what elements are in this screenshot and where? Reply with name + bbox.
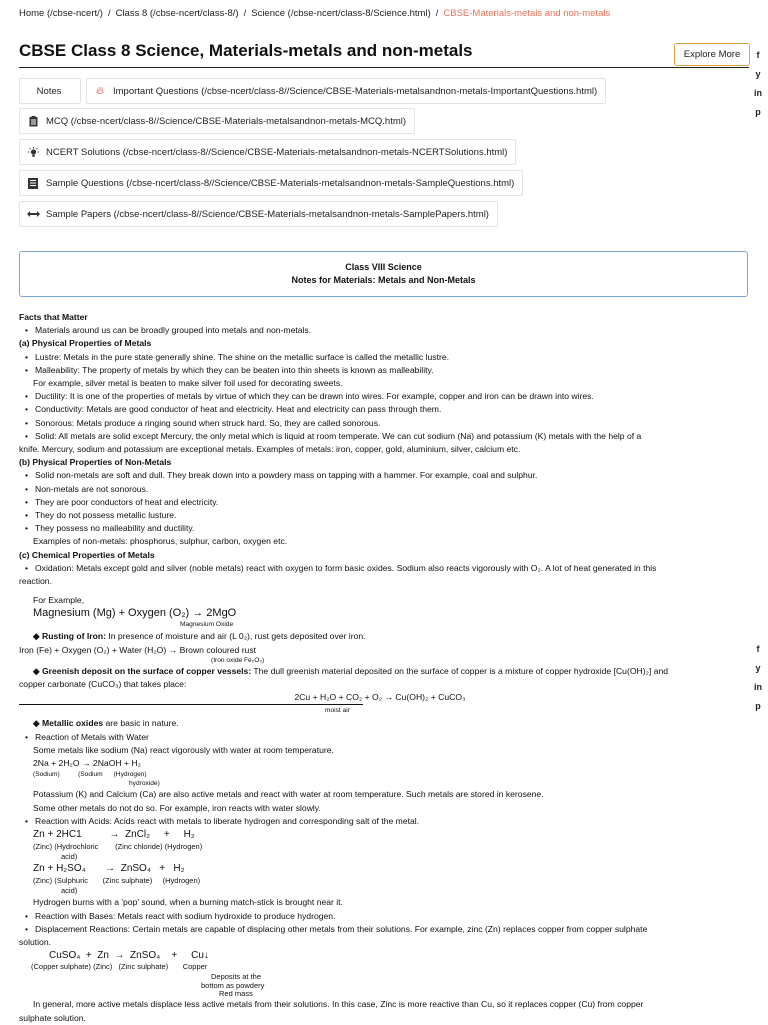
notes-header-box (19, 251, 748, 297)
equation: Magnesium (Mg) + Oxygen (O₂) → 2MgO (33, 607, 237, 620)
equation-label: acid) (61, 886, 78, 896)
equation-label: Magnesium Oxide (180, 621, 234, 629)
list-item: • Reaction of Metals with Water (19, 731, 731, 744)
linkedin-icon[interactable]: in (754, 682, 762, 692)
breadcrumb-class-link[interactable]: Class 8 (/cbse-ncert/class-8/) (115, 8, 239, 19)
paragraph: knife. Mercury, sodium and potassium are exceptional metals. Examples of metals: iron, copper, gold, aluminium, silver, calcium etc. (19, 444, 521, 455)
green-heading: ◆ Greenish deposit on the surface of copper vessels: (33, 665, 252, 676)
tab-mcq-label: MCQ (/cbse-ncert/class-8//Science/CBSE-Materials-metalsandnon-metals-MCQ.html) (46, 115, 407, 127)
equation: Zn + 2HC1 → ZnCl₂ + H₂ (33, 828, 195, 840)
equation: Zn + H₂SO₄ → ZnSO₄ + H₂ (33, 863, 185, 875)
paragraph: Some other metals do not do so. For example, iron reacts with water slowly. (33, 802, 321, 813)
tab-ncert-solutions[interactable] (19, 139, 516, 165)
clipboard-icon (26, 116, 40, 127)
class-heading: Class VIII Science (345, 262, 422, 272)
tab-notes-label: Notes (36, 85, 62, 97)
social-share-top (751, 51, 765, 117)
paragraph: Examples of non-metals: phosphorus, sulphur, carbon, oxygen etc. (33, 536, 288, 547)
equation-label (19, 704, 363, 717)
moist-air-label: moist air (325, 707, 350, 715)
equation-label: (Copper sulphate) (Zinc) (Zinc sulphate) Copper (31, 962, 208, 972)
pinterest-icon[interactable]: p (755, 107, 761, 117)
list-item: • Displacement Reactions: Certain metals are capable of displacing other metals from their solutions. For example, zinc (Zn) replaces copper from copper sulphate (19, 923, 731, 936)
tab-sample-papers-label: Sample Papers (/cbse-ncert/class-8//Science/CBSE-Materials-metalsandnon-metals-SamplePapers.html) (46, 208, 489, 220)
breadcrumb (19, 8, 610, 19)
facebook-icon[interactable]: f (756, 644, 760, 654)
breadcrumb-science-link[interactable]: Science (/cbse-ncert/class-8/Science.html) (251, 8, 431, 19)
tab-mcq[interactable] (19, 108, 415, 134)
section-heading: (b) Physical Properties of Non-Metals (19, 457, 172, 468)
list-item: • They do not possess metallic lusture. (19, 509, 731, 522)
equation: Iron (Fe) + Oxygen (O₂) + Water (H₂O) → Brown coloured rust (19, 644, 257, 655)
equation-label: Deposits at the (211, 972, 262, 982)
rust-heading: ◆ Rusting of Iron: (33, 631, 106, 642)
tab-notes[interactable] (19, 78, 81, 104)
green-text: The dull greenish material deposited on the surface of copper is a mixture of copper hydroxide [Cu(OH)₂] and (251, 665, 669, 676)
list-item: • Lustre: Metals in the pure state generally shine. The shine on the metallic surface is called the metallic lustre. (19, 351, 731, 364)
tab-sample-questions[interactable] (19, 170, 523, 196)
list-item: • Materials around us can be broadly grouped into metals and non-metals. (19, 324, 731, 337)
list-item: • Solid non-metals are soft and dull. They break down into a powdery mass on tapping with a hammer. For example, coal and sulphur. (19, 469, 731, 482)
equation-label: (Sodium) (Sodium (Hydrogen) (33, 771, 147, 779)
paragraph: Hydrogen burns with a 'pop' sound, when a burning match-stick is brought near it. (33, 897, 343, 908)
section-heading: (c) Chemical Properties of Metals (19, 549, 155, 560)
breadcrumb-home-link[interactable]: Home (/cbse-ncert/) (19, 8, 103, 19)
fire-icon: 🔥︎ (95, 84, 105, 97)
list-item: • They possess no malleability and ductility. (19, 522, 731, 535)
paragraph (19, 630, 731, 643)
equation-label: hydroxide) (129, 780, 160, 788)
equation: CuSO₄ + Zn → ZnSO₄ + Cu↓ (49, 950, 209, 962)
tab-sample-questions-label: Sample Questions (/cbse-ncert/class-8//Science/CBSE-Materials-metalsandnon-metals-SampleQuestions.html) (46, 177, 515, 189)
tab-important-label: Important Questions (/cbse-ncert/class-8//Science/CBSE-Materials-metalsandnon-metals-ImportantQuestions.html) (113, 85, 598, 97)
paragraph: reaction. (19, 576, 52, 587)
section-heading: (a) Physical Properties of Metals (19, 338, 152, 349)
list-item: • Non-metals are not sonorous. (19, 483, 731, 496)
tab-ncert-label: NCERT Solutions (/cbse-ncert/class-8//Science/CBSE-Materials-metalsandnon-metals-NCERTSolutions.html) (46, 146, 508, 158)
tab-important-questions[interactable] (86, 78, 606, 104)
list-item: • Oxidation: Metals except gold and silver (noble metals) react with oxygen to form basic oxides. Sodium also reacts vigorously with O₂. A lot of heat generated in this (19, 562, 731, 575)
explore-more-button[interactable]: Explore More (674, 43, 750, 66)
breadcrumb-separator: / (107, 8, 111, 19)
equation-label: bottom as powdery (201, 981, 265, 991)
paragraph: In general, more active metals displace less active metals from their solutions. In this case, Zinc is more reactive than Cu, so it replaces copper (Cu) from copper (33, 999, 644, 1010)
oxides-heading: ◆ Metallic oxides (33, 718, 104, 729)
notes-heading: Notes for Materials: Metals and Non-Metals (291, 275, 476, 285)
lightbulb-icon (26, 147, 40, 158)
tab-sample-papers[interactable] (19, 201, 498, 227)
equation-label: (Zinc) (Hydrochloric (Zinc chloride) (Hydrogen) (33, 842, 203, 852)
equation-label: acid) (61, 852, 78, 862)
page-title: CBSE Class 8 Science, Materials-metals and non-metals (19, 41, 473, 60)
paragraph: For Example, (33, 595, 85, 606)
linkedin-icon[interactable]: in (754, 88, 762, 98)
paragraph: For example, silver metal is beaten to make silver foil used for decorating sweets. (33, 378, 343, 389)
breadcrumb-current: CBSE-Materials-metals and non-metals (443, 8, 611, 19)
equation: 2Na + 2H₂O → 2NaOH + H₂ (33, 758, 141, 769)
paragraph: copper carbonate (CuCO₃) that takes place: (19, 679, 187, 690)
paragraph: solution. (19, 936, 52, 947)
section-heading: Facts that Matter (19, 312, 88, 322)
twitter-icon[interactable]: y (755, 663, 761, 673)
list-item: • Solid: All metals are solid except Mercury, the only metal which is liquid at room temperate. We can cut sodium (Na) and potassium (K) metals with the help of a (19, 430, 731, 443)
paragraph (19, 717, 731, 730)
equation-label: (Zinc) (Sulphuric (Zinc sulphate) (Hydrogen) (33, 876, 201, 886)
list-item: • They are poor conductors of heat and electricity. (19, 496, 731, 509)
list-item: • Malleability: The property of metals by which they can be beaten into thin sheets is known as malleability. (19, 364, 731, 377)
rust-text: In presence of moisture and air (L 0₂), rust gets deposited over iron. (105, 631, 366, 642)
breadcrumb-separator: / (435, 8, 439, 19)
list-item: • Ductility: It is one of the properties of metals by virtue of which they can be drawn into wires. For example, copper and iron can be drawn into wires. (19, 390, 731, 403)
document-icon (26, 178, 40, 189)
list-item: • Reaction with Acids: Acids react with metals to liberate hydrogen and corresponding salt of the metal. (19, 815, 731, 828)
paragraph: Some metals like sodium (Na) react vigorously with water at room temperature. (33, 744, 334, 755)
notes-content (19, 311, 731, 1025)
equation-label: Red mass (219, 989, 253, 999)
paragraph: sulphate solution. (19, 1012, 86, 1023)
list-item: • Conductivity: Metals are good conductor of heat and electricity. Heat and electricity can pass through them. (19, 403, 731, 416)
twitter-icon[interactable]: y (755, 69, 761, 79)
breadcrumb-separator: / (243, 8, 247, 19)
title-divider (19, 67, 749, 68)
facebook-icon[interactable]: f (756, 50, 760, 60)
arrows-horizontal-icon (26, 210, 40, 218)
social-share-floating (751, 645, 765, 711)
equation-label: (Iron oxide Fe₂O₃) (211, 656, 265, 664)
equation: 2Cu + H₂O + CO₂ + O₂ → Cu(OH)₂ + CuCO₃ (294, 692, 466, 703)
oxides-text: are basic in nature. (103, 718, 179, 729)
list-item: • Sonorous: Metals produce a ringing sound when struck hard. So, they are called sonorous. (19, 417, 731, 430)
paragraph (19, 665, 731, 678)
paragraph: Potassium (K) and Calcium (Ca) are also active metals and react with water at room temperature. Such metals are stored in kerosene. (33, 789, 544, 800)
pinterest-icon[interactable]: p (755, 701, 761, 711)
list-item: • Reaction with Bases: Metals react with sodium hydroxide to produce hydrogen. (19, 910, 731, 923)
